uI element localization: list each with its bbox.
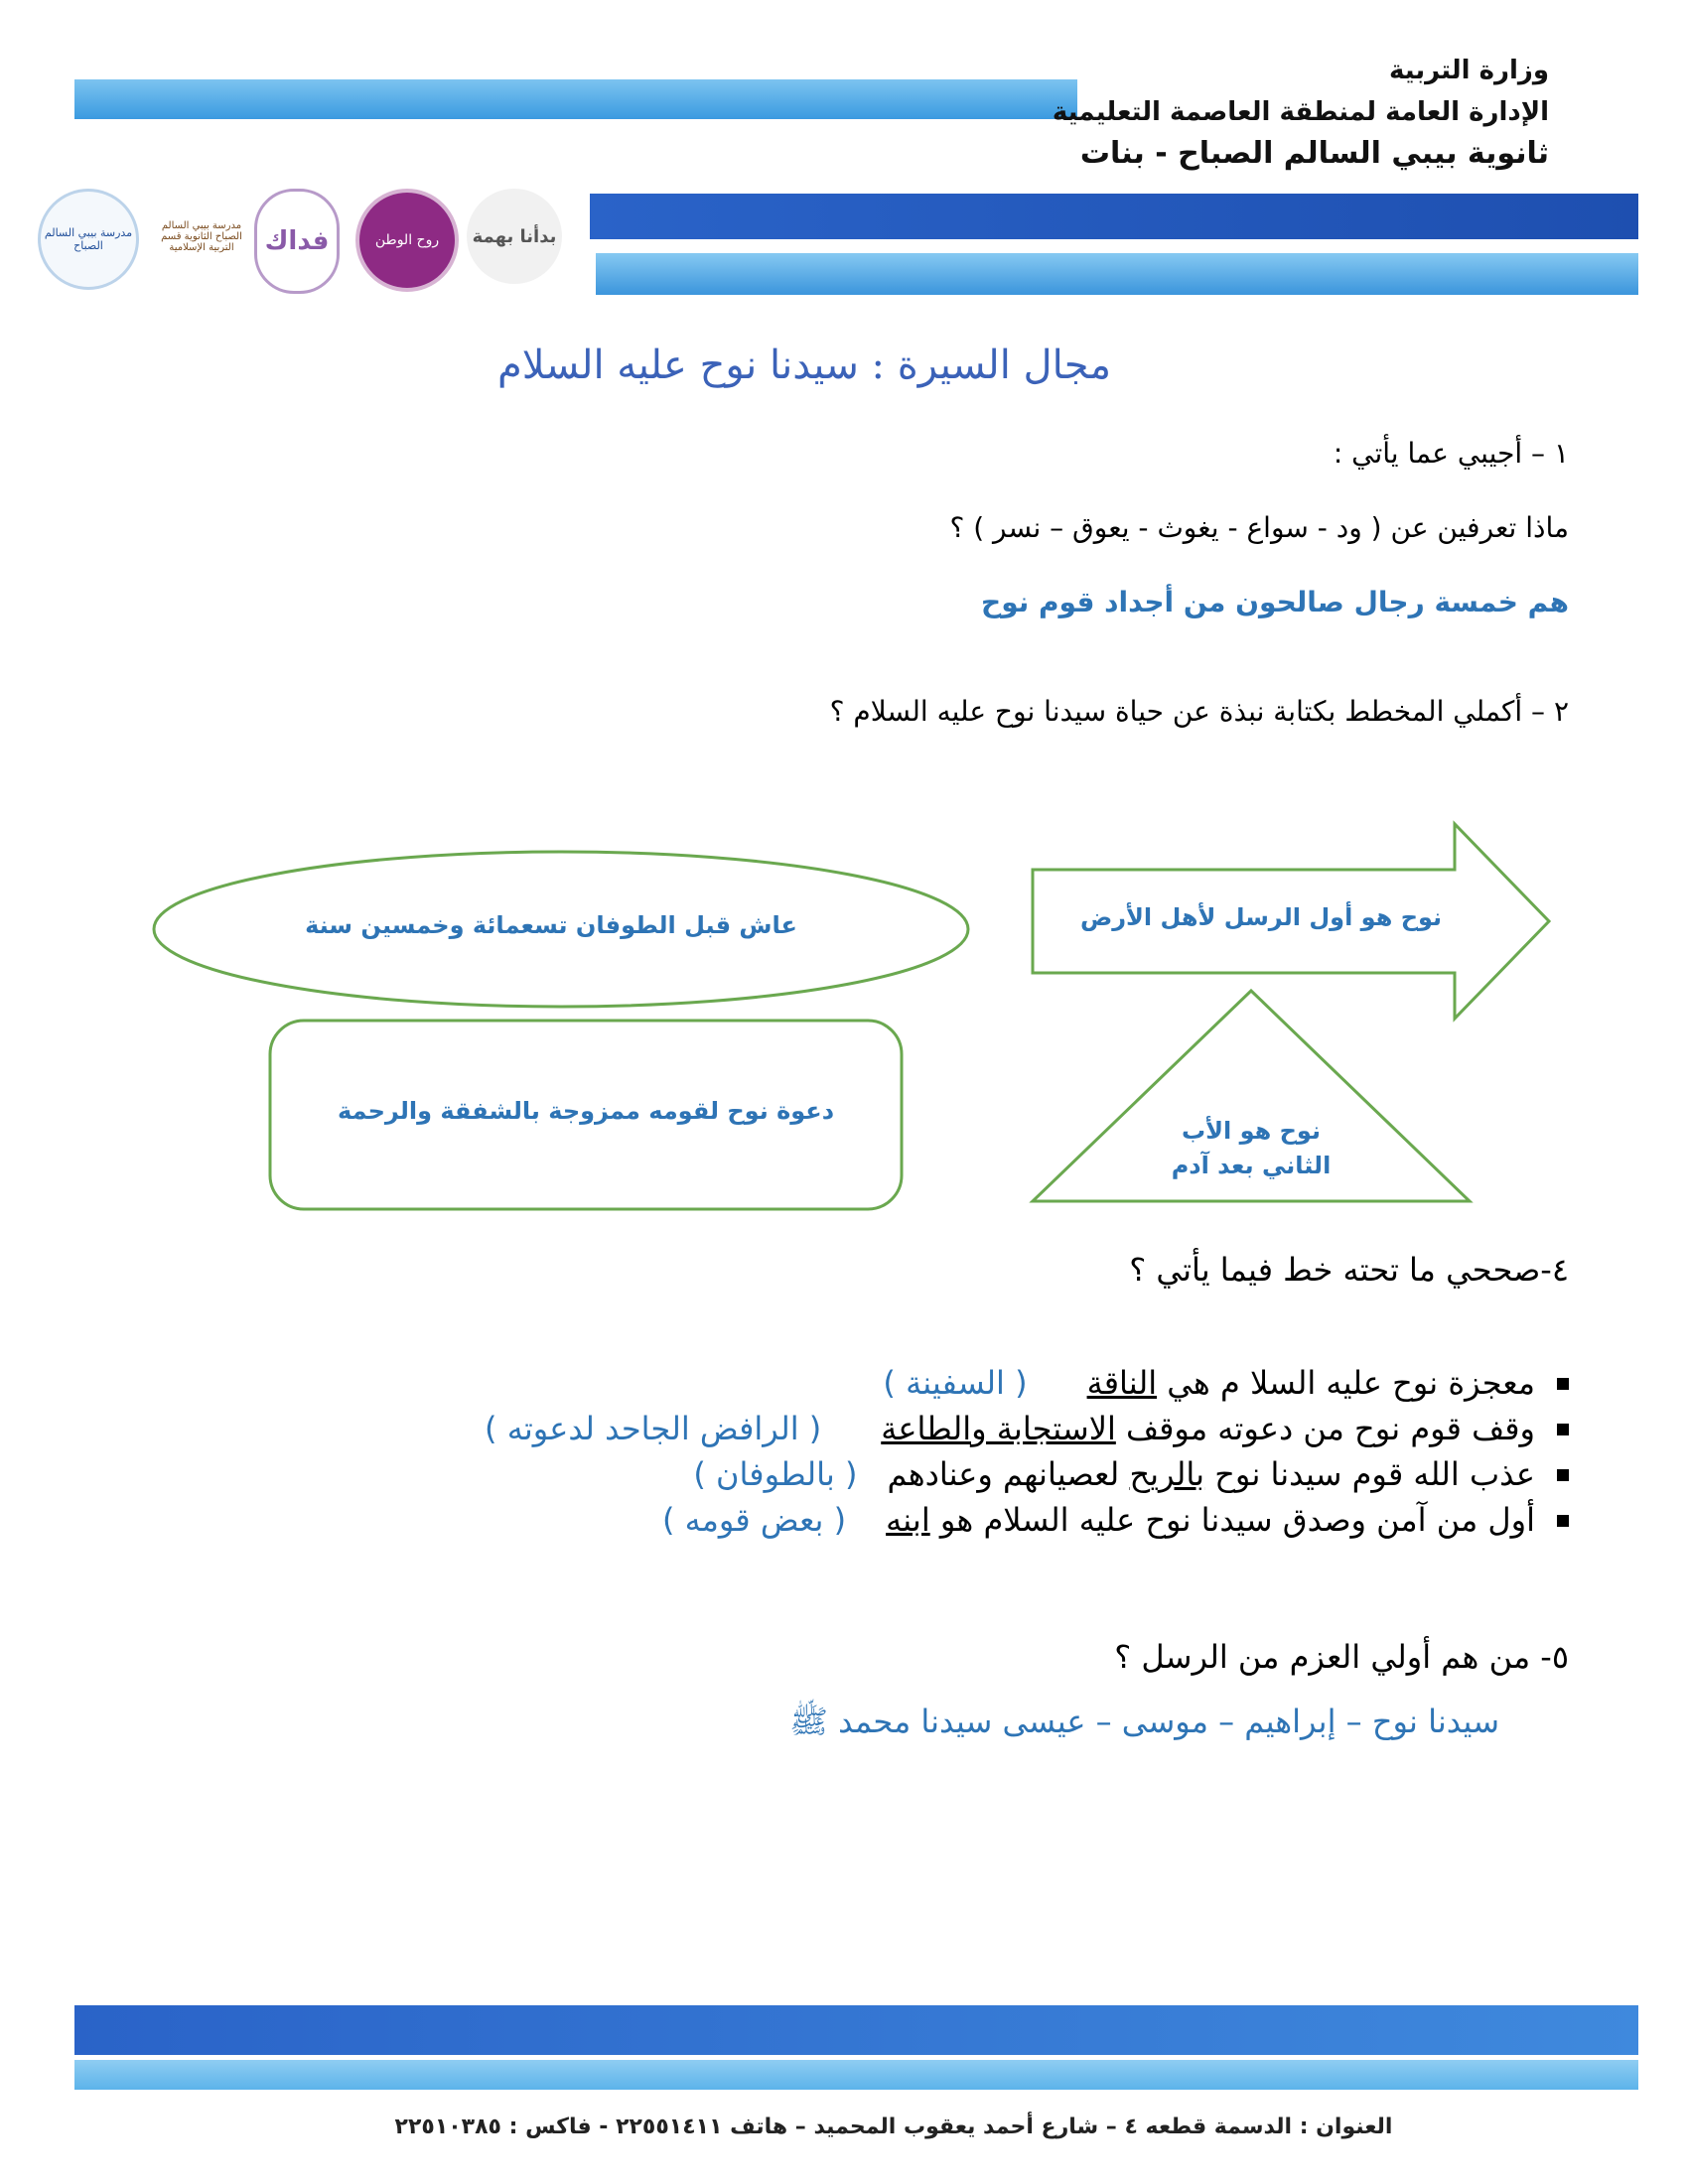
q1-answer: هم خمسة رجال صالحون من أجداد قوم نوح — [981, 586, 1569, 618]
rounded-box-text: دعوة نوح لقومه ممزوجة بالشفقة والرحمة — [337, 1097, 835, 1125]
list-item: وقف قوم نوح من دعوته موقف الاستجابة والطاعة( الرافض الجاحد لدعوته ) — [99, 1406, 1569, 1451]
q4-answer: ( السفينة ) — [883, 1364, 1028, 1402]
ellipse-text: عاش قبل الطوفان تسعمائة وخمسين سنة — [305, 911, 797, 939]
arrow-text: نوح هو أول الرسل لأهل الأرض — [1079, 903, 1443, 931]
directorate-name: الإدارة العامة لمنطقة العاصمة التعليمية — [1052, 97, 1549, 127]
q4-answer: ( بعض قومه ) — [661, 1501, 847, 1539]
school-name: ثانوية بيبي السالم الصباح - بنات — [1079, 136, 1549, 171]
footer-stripe-bottom — [74, 2060, 1638, 2090]
header-block — [1053, 50, 1549, 175]
bullet-square-icon — [1557, 1469, 1569, 1481]
page-title: مجال السيرة : سيدنا نوح عليه السلام — [496, 342, 1112, 388]
ruh-alwatan-logo: روح الوطن — [355, 189, 459, 292]
list-item: معجزة نوح عليه السلا م هي الناقة( السفينة ) — [99, 1360, 1569, 1406]
bullet-square-icon — [1557, 1424, 1569, 1435]
bullet-square-icon — [1557, 1515, 1569, 1527]
correction-list — [99, 1360, 1569, 1543]
ministry-name: وزارة التربية — [1388, 56, 1549, 85]
q4-answer: ( بالطوفان ) — [693, 1455, 858, 1493]
bidayatna-logo: بدأنا بهمة — [467, 189, 562, 284]
list-item: عذب الله قوم سيدنا نوح بالريح لعصيانهم وعنادهم( بالطوفان ) — [99, 1451, 1569, 1497]
q5-answer: سيدنا نوح – إبراهيم – موسى – عيسى سيدنا محمد ﷺ — [789, 1703, 1499, 1740]
q2-question: ٢ – أكملي المخطط بكتابة نبذة عن حياة سيدنا نوح عليه السلام ؟ — [829, 695, 1569, 728]
triangle-text-line1: نوح هو الأب — [1182, 1117, 1321, 1145]
q4-answer: ( الرافض الجاحد لدعوته ) — [485, 1410, 822, 1447]
islamic-dept-logo: مدرسة بيبي السالم الصباح الثانوية قسم التربية الإسلامية — [161, 219, 242, 253]
header-stripe-top — [74, 79, 1077, 119]
bullet-square-icon — [1557, 1378, 1569, 1390]
footer-stripe-top — [74, 2005, 1638, 2055]
school-logo: مدرسة بيبي السالم الصباح — [38, 189, 139, 290]
list-item: أول من آمن وصدق سيدنا نوح عليه السلام هو ابنه( بعض قومه ) — [99, 1497, 1569, 1543]
triangle-text-line2: الثاني بعد آدم — [1171, 1152, 1332, 1179]
q4-question: ٤-صححي ما تحته خط فيما يأتي ؟ — [1129, 1251, 1569, 1289]
q5-question: ٥- من هم أولي العزم من الرسل ؟ — [1114, 1638, 1569, 1676]
fidak-logo: فداك — [254, 189, 340, 294]
header-stripe-bottom — [596, 253, 1638, 295]
footer-address: العنوان : الدسمة قطعه ٤ – شارع أحمد يعقوب المحميد – هاتف ٢٢٥٥١٤١١ - فاكس : ٢٢٥١٠٣٨٥ — [394, 2115, 1393, 2139]
q1-number: ١ – أجيبي عما يأتي : — [1333, 437, 1569, 470]
q1-question: ماذا تعرفين عن ( ود - سواع - يغوث - يعوق – نسر ) ؟ — [949, 511, 1569, 544]
